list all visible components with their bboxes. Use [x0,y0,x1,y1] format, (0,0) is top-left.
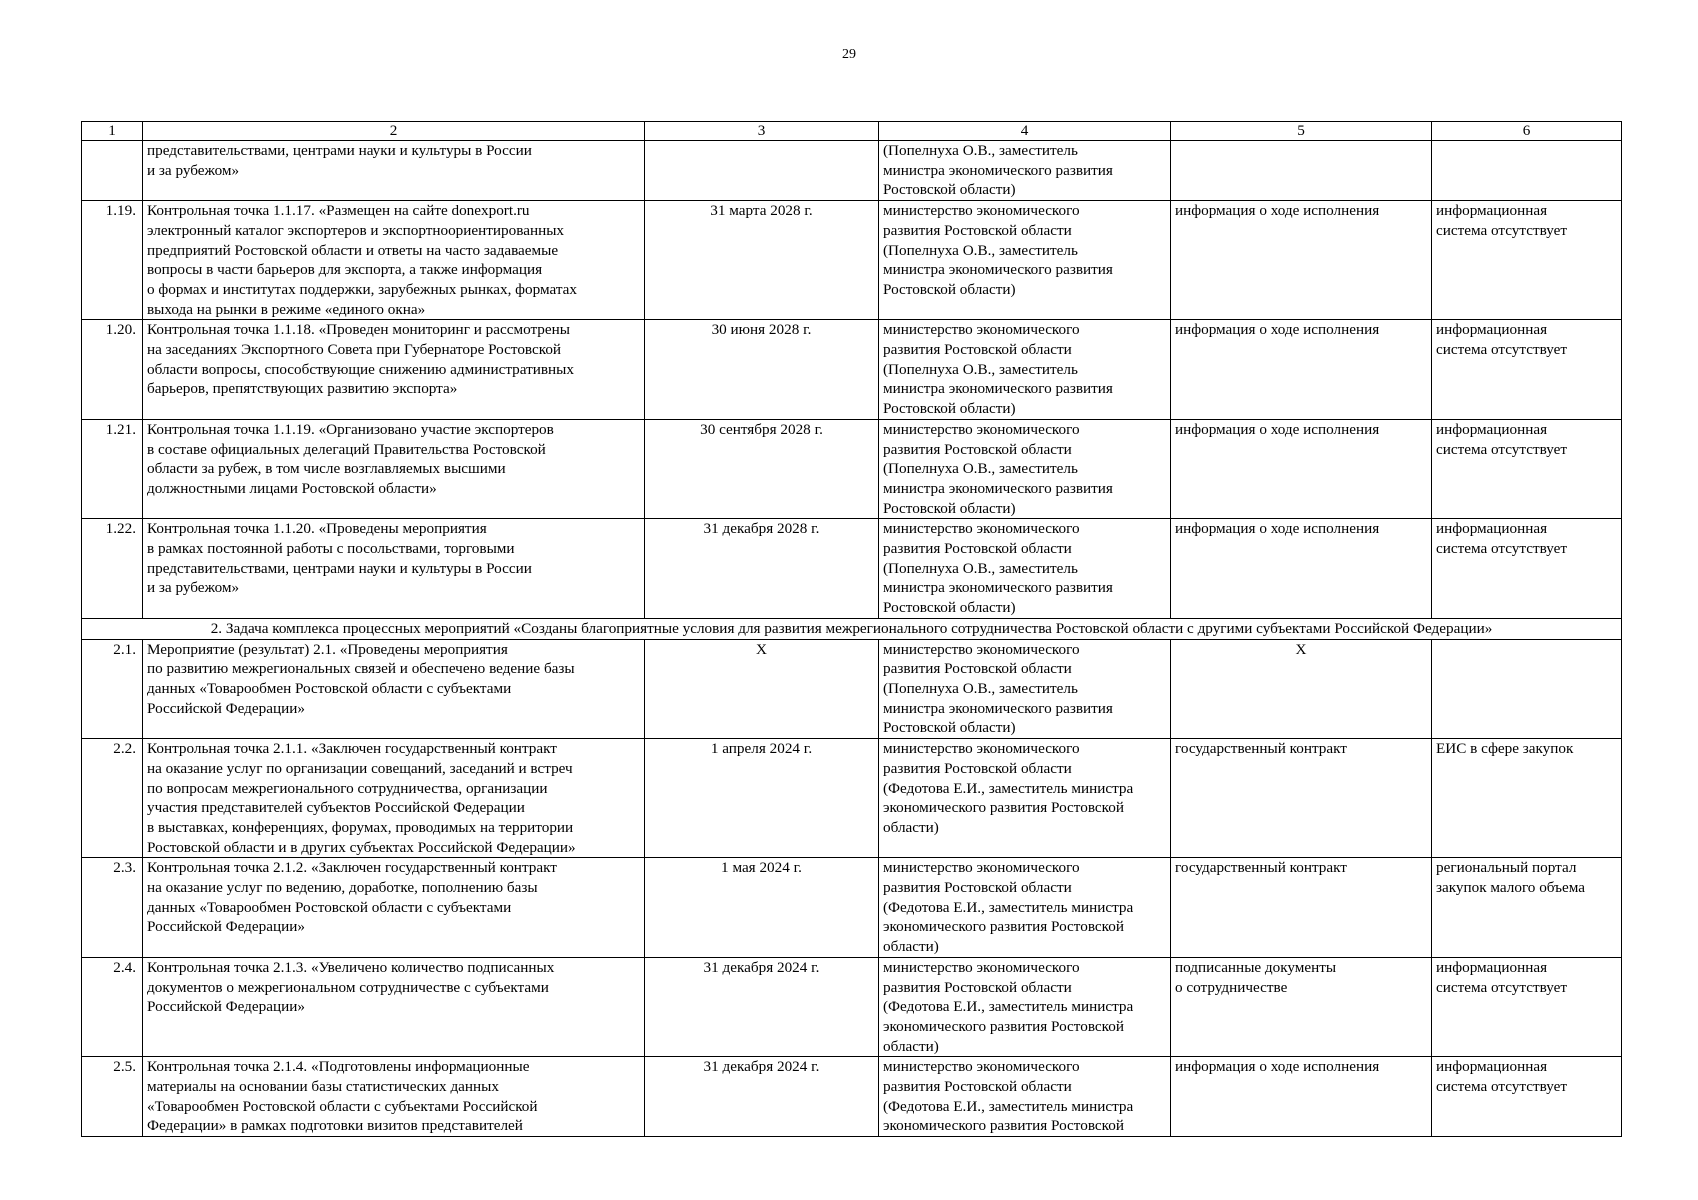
responsible-line: развития Ростовской области [883,978,1072,996]
system-line: система отсутствует [1436,978,1568,996]
responsible-line: министерство экономического [883,202,1080,220]
row-information-system [1432,419,1622,519]
page-number: 29 [842,47,856,62]
system-line: ЕИС в сфере закупок [1436,740,1574,758]
responsible-line: (Попелнуха О.В., заместитель [883,142,1078,159]
description-line: выхода на рынки в режиме «единого окна» [147,300,426,318]
description-line: Контрольная точка 2.1.3. «Увеличено количество подписанных [147,958,555,976]
row-responsible [879,1057,1171,1137]
responsible-line: области) [883,938,939,956]
document-line: о сотрудничестве [1175,978,1288,996]
section-title: 2. Задача комплекса процессных мероприятий «Созданы благоприятные условия для развития межрегионального сотрудничества Ростовской области с другими субъектами Российской Федерации» [82,618,1622,639]
system-line: информационная [1436,202,1548,220]
table-row [82,957,1622,1057]
row-information-system [1432,639,1622,739]
responsible-line: министерство экономического [883,1058,1080,1076]
description-line: представительствами, центрами науки и культуры в России [147,559,532,577]
row-document [1171,519,1432,619]
responsible-line: (Федотова Е.И., заместитель министра [883,1097,1134,1115]
description-line: в выставках, конференциях, форумах, проводимых на территории [147,818,574,836]
responsible-line: министра экономического развития [883,479,1113,497]
responsible-line: (Попелнуха О.В., заместитель [883,679,1078,697]
row-document [1171,419,1432,519]
description-line: Контрольная точка 1.1.17. «Размещен на сайте donexport.ru [147,202,530,220]
responsible-line: министерство экономического [883,420,1080,438]
responsible-line: области) [883,818,939,836]
system-line: система отсутствует [1436,1078,1568,1096]
responsible-line: министра экономического развития [883,579,1113,597]
system-line: информационная [1436,1058,1548,1076]
row-description [143,320,645,420]
description-line: области за рубеж, в том числе возглавляемых высшими [147,460,506,478]
description-line: в составе официальных делегаций Правительства Ростовской [147,440,546,458]
row-deadline: 31 марта 2028 г. [645,201,879,320]
document-line: подписанные документы [1175,958,1337,976]
responsible-line: министерство экономического [883,321,1080,339]
description-line: Российской Федерации» [147,699,305,717]
responsible-line: министра экономического развития [883,699,1113,717]
description-line: представительствами, центрами науки и культуры в России [147,142,532,159]
table-row [82,201,1622,320]
responsible-line: (Федотова Е.И., заместитель министра [883,998,1134,1016]
responsible-line: министра экономического развития [883,380,1113,398]
responsible-line: Ростовской области) [883,599,1016,617]
table-row [82,858,1622,958]
responsible-line: (Федотова Е.И., заместитель министра [883,779,1134,797]
row-description [143,201,645,320]
row-document [1171,141,1432,201]
responsible-line: министерство экономического [883,640,1080,658]
row-number: 2.5. [82,1057,143,1137]
column-header-3: 3 [645,122,879,141]
description-line: данных «Товарообмен Ростовской области с субъектами [147,679,512,697]
description-line: Контрольная точка 1.1.19. «Организовано участие экспортеров [147,420,554,438]
row-information-system [1432,957,1622,1057]
responsible-line: (Попелнуха О.В., заместитель [883,460,1078,478]
table-row [82,519,1622,619]
description-line: и за рубежом» [147,161,240,179]
row-description [143,858,645,958]
row-description [143,1057,645,1137]
row-responsible [879,519,1171,619]
description-line: по развитию межрегиональных связей и обеспечено ведение базы [147,660,575,678]
description-line: по вопросам межрегионального сотрудничества, организации [147,779,548,797]
column-header-4: 4 [879,122,1171,141]
responsible-line: министерство экономического [883,520,1080,538]
responsible-line: министерство экономического [883,859,1080,877]
responsible-line: экономического развития Ростовской [883,1117,1124,1135]
section-row [82,618,1622,639]
description-line: Контрольная точка 1.1.20. «Проведены мероприятия [147,520,487,538]
row-description [143,419,645,519]
responsible-line: развития Ростовской области [883,341,1072,359]
responsible-line: экономического развития Ростовской [883,1017,1124,1035]
description-line: данных «Товарообмен Ростовской области с субъектами [147,898,512,916]
column-header-1: 1 [82,122,143,141]
row-information-system [1432,201,1622,320]
document-line: X [1295,640,1307,658]
row-responsible [879,957,1171,1057]
row-responsible [879,419,1171,519]
row-deadline: 1 мая 2024 г. [645,858,879,958]
system-line: информационная [1436,321,1548,339]
row-deadline: 30 сентября 2028 г. [645,419,879,519]
row-information-system [1432,858,1622,958]
description-line: области вопросы, способствующие снижению административных [147,360,574,378]
responsible-line: развития Ростовской области [883,221,1072,239]
document-line: информация о ходе исполнения [1175,520,1380,538]
table-row [82,739,1622,858]
description-line: Российской Федерации» [147,918,305,936]
description-line: Федерации» в рамках подготовки визитов представителей [147,1117,523,1135]
row-responsible [879,141,1171,201]
control-points-table [81,121,1622,1137]
responsible-line: Ростовской области) [883,400,1016,418]
row-responsible [879,639,1171,739]
description-line: и за рубежом» [147,579,240,597]
description-line: Контрольная точка 1.1.18. «Проведен мониторинг и рассмотрены [147,321,570,339]
description-line: Контрольная точка 2.1.1. «Заключен государственный контракт [147,740,557,758]
row-number: 2.1. [82,639,143,739]
responsible-line: Ростовской области) [883,719,1016,737]
system-line: система отсутствует [1436,440,1568,458]
responsible-line: Ростовской области) [883,280,1016,298]
description-line: барьеров, препятствующих развитию экспорта» [147,380,458,398]
description-line: Контрольная точка 2.1.2. «Заключен государственный контракт [147,859,557,877]
table-body [82,122,1622,1137]
row-description [143,141,645,201]
row-description [143,519,645,619]
responsible-line: Ростовской области) [883,181,1016,199]
responsible-line: развития Ростовской области [883,1078,1072,1096]
row-number: 1.19. [82,201,143,320]
description-line: на оказание услуг по ведению, доработке, пополнению базы [147,879,538,897]
responsible-line: развития Ростовской области [883,879,1072,897]
description-line: электронный каталог экспортеров и экспортноориентированных [147,221,564,239]
row-information-system [1432,1057,1622,1137]
responsible-line: экономического развития Ростовской [883,799,1124,817]
row-document [1171,957,1432,1057]
row-document [1171,639,1432,739]
responsible-line: Ростовской области) [883,499,1016,517]
responsible-line: (Попелнуха О.В., заместитель [883,559,1078,577]
responsible-line: развития Ростовской области [883,759,1072,777]
row-responsible [879,320,1171,420]
row-description [143,639,645,739]
row-document [1171,320,1432,420]
row-deadline: 31 декабря 2024 г. [645,957,879,1057]
document-line: информация о ходе исполнения [1175,202,1380,220]
responsible-line: развития Ростовской области [883,540,1072,558]
row-number [82,141,143,201]
description-line: материалы на основании базы статистических данных [147,1078,499,1096]
row-document [1171,201,1432,320]
system-line: закупок малого объема [1436,879,1585,897]
description-line: предприятий Ростовской области и ответы на часто задаваемые [147,241,559,259]
responsible-line: министерство экономического [883,740,1080,758]
row-responsible [879,858,1171,958]
table-row [82,320,1622,420]
description-line: должностными лицами Ростовской области» [147,479,437,497]
responsible-line: развития Ростовской области [883,440,1072,458]
table-row [82,639,1622,739]
responsible-line: области) [883,1037,939,1055]
system-line: система отсутствует [1436,221,1568,239]
row-number: 1.21. [82,419,143,519]
description-line: вопросы в части барьеров для экспорта, а также информация [147,261,543,279]
document-line: государственный контракт [1175,740,1347,758]
description-line: в рамках постоянной работы с посольствами, торговыми [147,540,515,558]
document-line: информация о ходе исполнения [1175,1058,1380,1076]
system-line: система отсутствует [1436,341,1568,359]
row-number: 1.20. [82,320,143,420]
system-line: система отсутствует [1436,540,1568,558]
document-line: государственный контракт [1175,859,1347,877]
row-responsible [879,739,1171,858]
responsible-line: министра экономического развития [883,261,1113,279]
row-number: 1.22. [82,519,143,619]
column-number-row [82,122,1622,141]
row-deadline: 31 декабря 2024 г. [645,1057,879,1137]
description-line: Мероприятие (результат) 2.1. «Проведены мероприятия [147,640,508,658]
document-line: информация о ходе исполнения [1175,420,1380,438]
responsible-line: министерство экономического [883,958,1080,976]
row-document [1171,858,1432,958]
row-number: 2.4. [82,957,143,1057]
description-line: участия представителей субъектов Российской Федерации [147,799,525,817]
description-line: Контрольная точка 2.1.4. «Подготовлены информационные [147,1058,530,1076]
row-deadline: 30 июня 2028 г. [645,320,879,420]
responsible-line: экономического развития Ростовской [883,918,1124,936]
responsible-line: (Федотова Е.И., заместитель министра [883,898,1134,916]
row-deadline: X [645,639,879,739]
row-responsible [879,201,1171,320]
row-deadline [645,141,879,201]
system-line: информационная [1436,958,1548,976]
responsible-line: (Попелнуха О.В., заместитель [883,241,1078,259]
system-line: региональный портал [1436,859,1577,877]
column-header-2: 2 [143,122,645,141]
row-deadline: 31 декабря 2028 г. [645,519,879,619]
row-description [143,957,645,1057]
row-deadline: 1 апреля 2024 г. [645,739,879,858]
description-line: о формах и институтах поддержки, зарубежных рынках, форматах [147,280,577,298]
table-row [82,141,1622,201]
row-number: 2.2. [82,739,143,858]
description-line: на оказание услуг по организации совещаний, заседаний и встреч [147,759,573,777]
description-line: документов о межрегиональном сотрудничестве с субъектами [147,978,549,996]
table-row [82,419,1622,519]
description-line: Ростовской области и в других субъектах Российской Федерации» [147,838,576,856]
responsible-line: министра экономического развития [883,161,1113,179]
row-information-system [1432,739,1622,858]
row-information-system [1432,320,1622,420]
description-line: «Товарообмен Ростовской области с субъектами Российской [147,1097,538,1115]
row-document [1171,739,1432,858]
responsible-line: (Попелнуха О.В., заместитель [883,360,1078,378]
row-information-system [1432,141,1622,201]
table-row [82,1057,1622,1137]
description-line: Российской Федерации» [147,998,305,1016]
document-line: информация о ходе исполнения [1175,321,1380,339]
system-line: информационная [1436,420,1548,438]
column-header-5: 5 [1171,122,1432,141]
row-number: 2.3. [82,858,143,958]
system-line: информационная [1436,520,1548,538]
description-line: на заседаниях Экспортного Совета при Губернаторе Ростовской [147,341,562,359]
row-information-system [1432,519,1622,619]
row-description [143,739,645,858]
column-header-6: 6 [1432,122,1622,141]
row-document [1171,1057,1432,1137]
responsible-line: развития Ростовской области [883,660,1072,678]
